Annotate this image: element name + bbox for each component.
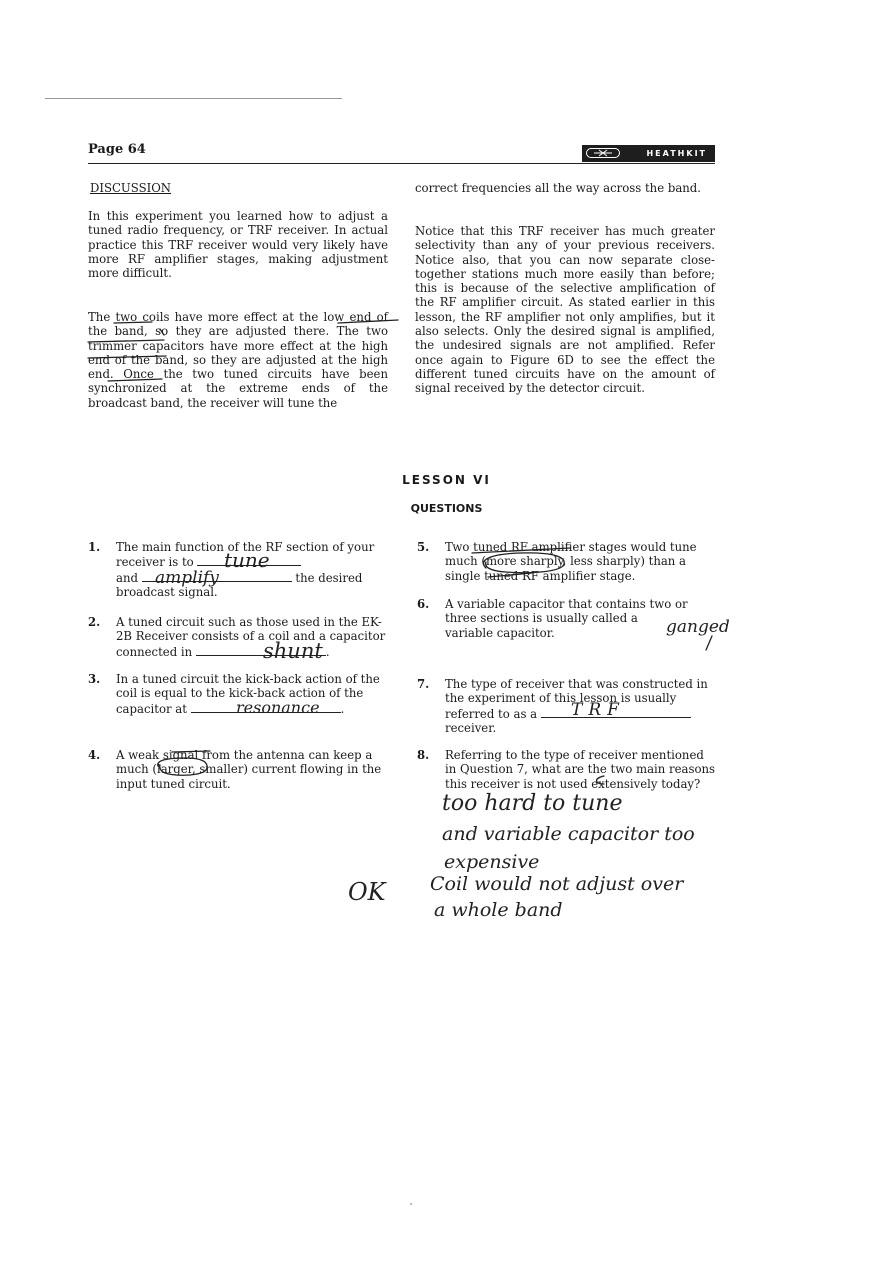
svg-text:too hard to tune: too hard to tune: [442, 791, 623, 816]
q2-handwritten-answer: [255, 638, 385, 664]
svg-text:ganged: ganged: [666, 617, 730, 637]
q1-handwritten-answers: [155, 545, 390, 595]
discussion-para-3: correct frequencies all the way across the band.: [415, 181, 702, 195]
q4-circle-mark: [150, 748, 270, 780]
question-number: 1.: [88, 540, 101, 554]
q6-handwritten-answer: [662, 610, 742, 660]
para2-underline-marks: [80, 305, 400, 385]
svg-text:resonance: resonance: [236, 698, 320, 717]
grader-mark: OK: [348, 878, 386, 906]
svg-text:Coil would not adjust over: Coil would not adjust over: [430, 873, 684, 895]
q5-circle-mark: [470, 540, 600, 582]
scan-speck: [410, 1203, 412, 1205]
page-number: Page 64: [88, 142, 146, 157]
logo-emblem-icon: [586, 148, 620, 158]
q8-handwritten-answer: [330, 780, 770, 940]
lesson-title: LESSON VI: [402, 473, 491, 487]
lesson-subtitle: QUESTIONS: [410, 502, 483, 515]
svg-text:and variable capacitor too: and variable capacitor too: [442, 823, 695, 845]
header-rule: [88, 163, 715, 164]
discussion-heading: DISCUSSION: [90, 181, 172, 195]
discussion-para-4: Notice that this TRF receiver has much greater selectivity than any of your previous receivers. Notice also, that you can now separate close-together stations much more easily than before; this is because of the selective amplification of the RF amplifier circuit. As stated earlier in this lesson, the RF amplifier not only amplifies, but it also selects. Only the desired signal is amplified, the undesired signals are not amplified. Refer once again to Figure 6D to see the effect the different tuned circuits have on the amount of signal received by the detector circuit.: [415, 224, 715, 396]
q3-handwritten-answer: [232, 696, 382, 718]
svg-text:expensive: expensive: [444, 851, 540, 873]
discussion-para-2: The two coils have more effect at the low end of the band, so they are adjusted there. The two trimmer capacitors have more effect at the high end of the band, so they are adjusted at the high end. Once the two tuned circuits have been synchronized at the extreme ends of the broadcast band, the receiver will tune the: [88, 310, 388, 410]
top-scan-line: [45, 98, 342, 99]
svg-text:amplify: amplify: [155, 568, 219, 588]
svg-text:a whole band: a whole band: [434, 899, 563, 921]
logo-text: HEATHKIT: [646, 149, 707, 158]
svg-text:shunt: shunt: [263, 639, 323, 663]
heathkit-logo: [582, 145, 715, 162]
q7-handwritten-answer: [565, 697, 655, 721]
discussion-para-1: In this experiment you learned how to adjust a tuned radio frequency, or TRF receiver. In actual practice this TRF receiver would very likely have more RF amplifier stages, making adjustment more difficult.: [88, 209, 388, 281]
svg-text:TRF: TRF: [571, 700, 625, 720]
svg-text:tune: tune: [224, 548, 270, 572]
